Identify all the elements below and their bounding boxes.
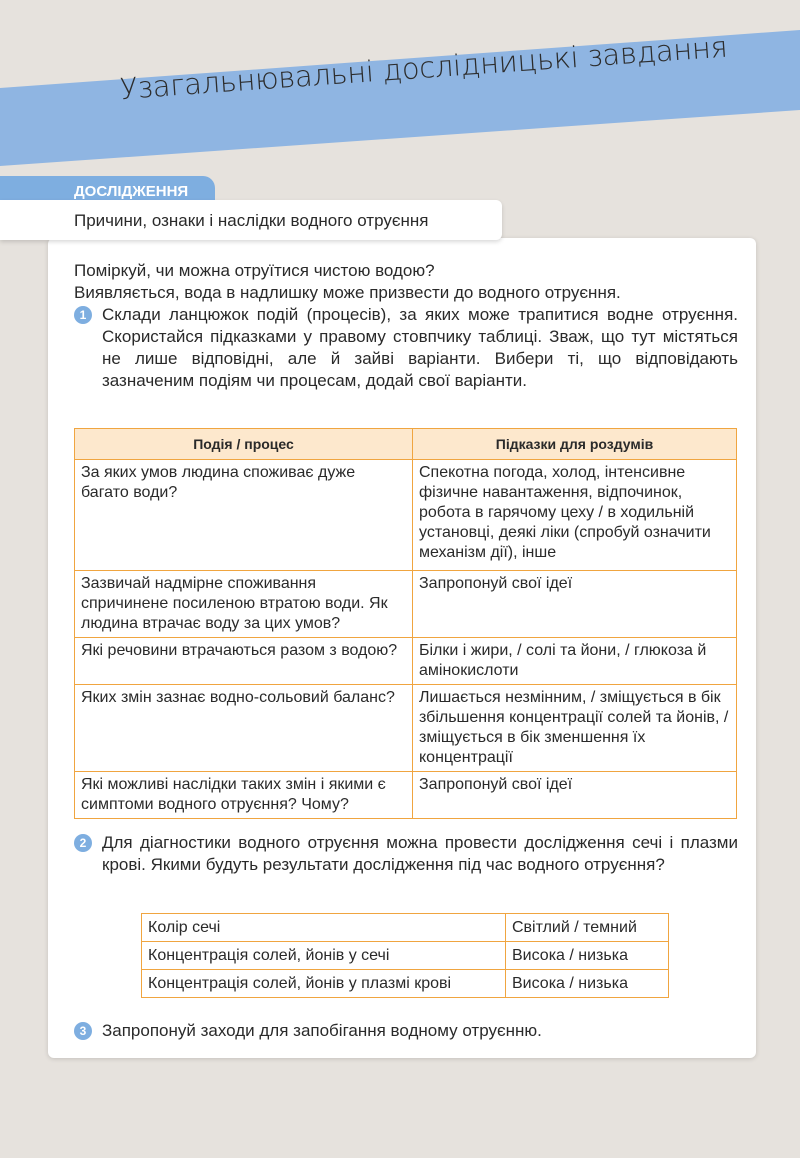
table-cell: Висока / низька: [506, 970, 669, 998]
table-cell: Які можливі наслідки таких змін і якими є симптоми водного отруєння? Чому?: [75, 772, 413, 819]
events-table: [74, 428, 737, 819]
table-cell: Концентрація солей, йонів у сечі: [142, 942, 506, 970]
table-cell: Лишається незмінним, / зміщується в бік збільшення концентрації солей та йонів, / зміщується в бік зменшення їх концентрації: [413, 685, 737, 772]
content-card: [48, 238, 756, 1058]
table-row: [142, 914, 669, 942]
column-header: Підказки для роздумів: [413, 429, 737, 460]
table-cell: Спекотна погода, холод, інтенсивне фізичне навантаження, відпочинок, робота в гарячому цеху / в ходильній установці, деякі ліки (спробуй означити механізм дії), інше: [413, 460, 737, 571]
table-cell: Концентрація солей, йонів у плазмі крові: [142, 970, 506, 998]
task-1: [74, 304, 738, 392]
diagnostics-table: [141, 913, 669, 998]
table-row: [75, 638, 737, 685]
table-cell: Висока / низька: [506, 942, 669, 970]
table-row: [142, 942, 669, 970]
table-cell: Які речовини втрачаються разом з водою?: [75, 638, 413, 685]
task-number-badge: 1: [74, 306, 92, 324]
task-2: [74, 832, 738, 876]
table-cell: Запропонуй свої ідеї: [413, 571, 737, 638]
task-text: Запропонуй заходи для запобігання водному отруєнню.: [102, 1021, 542, 1040]
table-row: [75, 685, 737, 772]
task-3: [74, 1020, 738, 1042]
table-cell: Запропонуй свої ідеї: [413, 772, 737, 819]
intro-line: Поміркуй, чи можна отруїтися чистою водою?: [74, 261, 435, 280]
task-text: Склади ланцюжок подій (процесів), за яких може трапитися водне отруєння. Скористайся підказками у правому стовпчику таблиці. Зваж, що тут містяться не лише відповідні, але й зайві варіанти. Вибери ті, що відповідають зазначеним подіям чи процесам, додай свої варіанти.: [102, 305, 738, 390]
page-title: Узагальнювальні дослідницькі завдання: [118, 29, 729, 106]
table-cell: Білки і жири, / солі та йони, / глюкоза й амінокислоти: [413, 638, 737, 685]
table-cell: За яких умов людина споживає дуже багато води?: [75, 460, 413, 571]
table-row: [75, 460, 737, 571]
table-cell: Колір сечі: [142, 914, 506, 942]
section-subtitle: Причини, ознаки і наслідки водного отруєння: [0, 200, 502, 240]
table-row: [75, 772, 737, 819]
task-number-badge: 2: [74, 834, 92, 852]
column-header: Подія / процес: [75, 429, 413, 460]
table-cell: Яких змін зазнає водно-сольовий баланс?: [75, 685, 413, 772]
table-cell: Зазвичай надмірне споживання спричинене посиленою втратою води. Як людина втрачає воду за цих умов?: [75, 571, 413, 638]
intro-line: Виявляється, вода в надлишку може призвести до водного отруєння.: [74, 283, 621, 302]
table-row: [75, 571, 737, 638]
task-text: Для діагностики водного отруєння можна провести дослідження сечі і плазми крові. Якими будуть результати дослідження під час водного отруєння?: [102, 833, 738, 874]
task-number-badge: 3: [74, 1022, 92, 1040]
table-header-row: [75, 429, 737, 460]
table-cell: Світлий / темний: [506, 914, 669, 942]
section-tag: ДОСЛІДЖЕННЯ: [0, 176, 215, 210]
table-row: [142, 970, 669, 998]
